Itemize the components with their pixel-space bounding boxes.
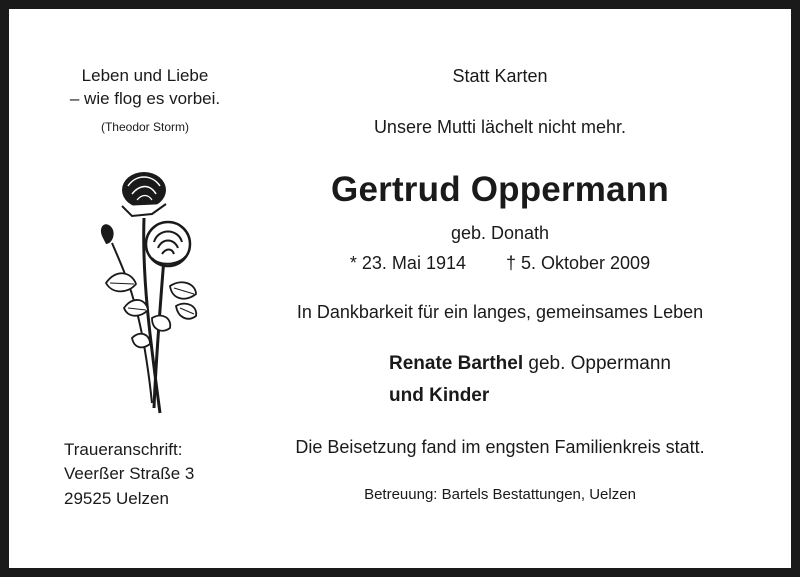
birth-date: * 23. Mai 1914: [349, 253, 466, 273]
address-city: 29525 Uelzen: [64, 489, 169, 508]
rose-bouquet-icon: [92, 168, 202, 418]
quote-line-2: – wie flog es vorbei.: [69, 89, 221, 108]
quote-author: (Theodor Storm): [100, 120, 190, 134]
mourner-name: Renate Barthel: [389, 353, 524, 374]
address-street: Veerßer Straße 3: [64, 464, 195, 483]
undertaker-line: Betreuung: Bartels Bestattungen, Uelzen: [364, 486, 636, 503]
mourner-line: [389, 353, 671, 375]
deceased-maiden-name: geb. Donath: [450, 223, 550, 243]
burial-note: Die Beisetzung fand im engsten Familienkreis statt.: [295, 437, 705, 457]
statt-karten: Statt Karten: [452, 66, 548, 86]
address-label: Traueranschrift:: [64, 440, 183, 459]
mourner-maiden-name: geb. Oppermann: [528, 353, 671, 374]
mourner-kinder: und Kinder: [389, 385, 490, 406]
deceased-name: Gertrud Oppermann: [331, 170, 669, 209]
quote-line-1: Leben und Liebe: [81, 66, 209, 85]
death-date: † 5. Oktober 2009: [505, 253, 651, 273]
life-dates: [250, 253, 750, 274]
lead-line: Unsere Mutti lächelt nicht mehr.: [373, 117, 627, 137]
gratitude-line: In Dankbarkeit für ein langes, gemeinsames Leben: [296, 302, 704, 322]
